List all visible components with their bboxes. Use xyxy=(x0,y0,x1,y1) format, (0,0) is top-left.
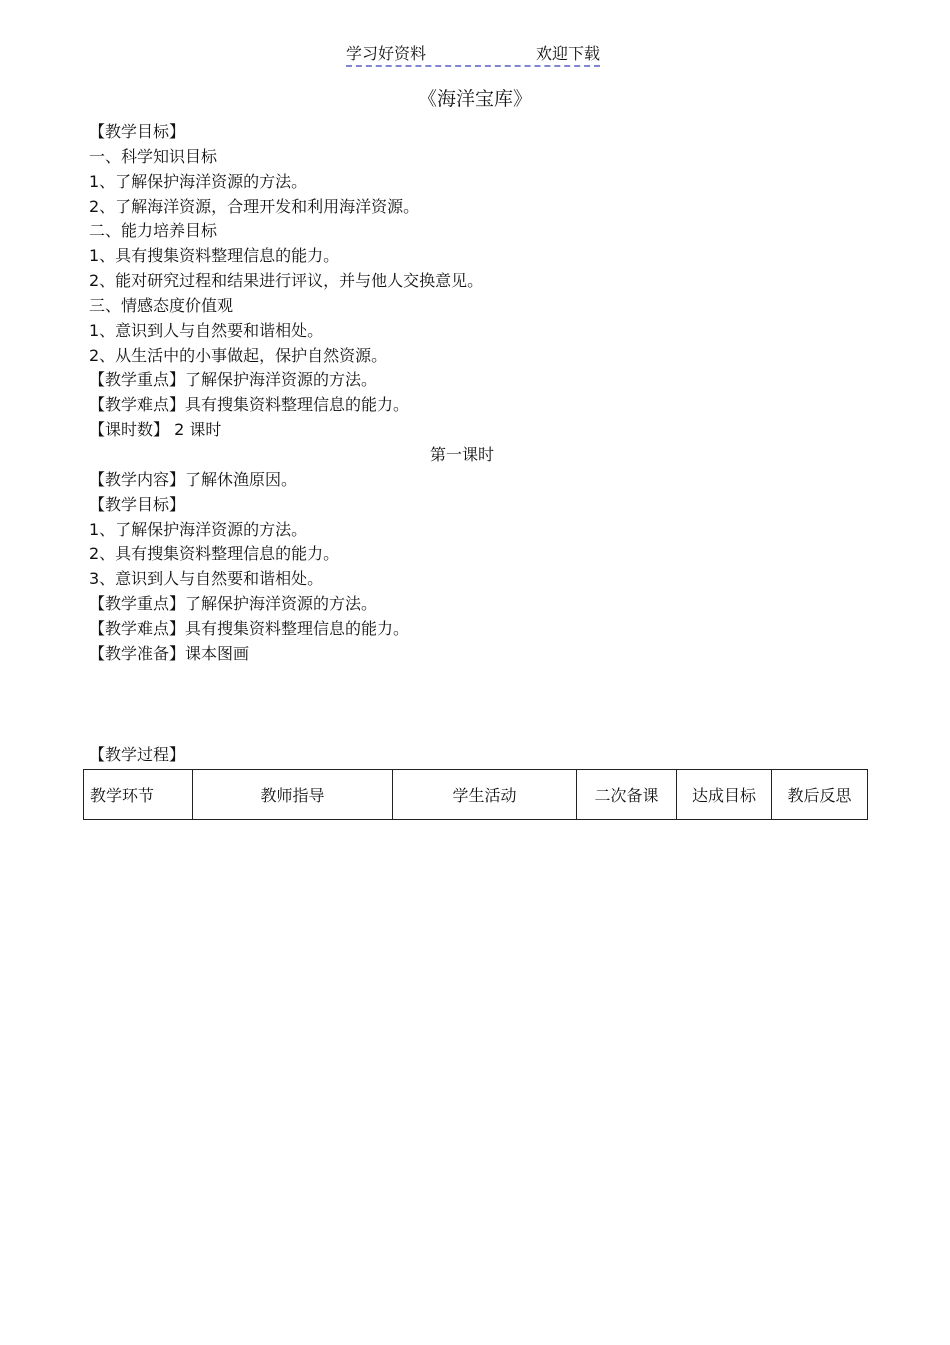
table-header-cell: 教后反思 xyxy=(772,770,868,820)
objective-item: 1、意识到人与自然要和谐相处。 xyxy=(89,320,324,340)
objective-item: 2、从生活中的小事做起，保护自然资源。 xyxy=(89,345,388,365)
lesson-heading: 第一课时 xyxy=(429,444,494,464)
lesson-plan-body xyxy=(89,120,869,667)
section-heading-objectives: 【教学目标】 xyxy=(89,494,186,514)
objective-item: 2、了解海洋资源，合理开发和利用海洋资源。 xyxy=(89,196,420,216)
header-left-text: 学习好资料 xyxy=(346,44,427,63)
subheading-attitude: 三、情感态度价值观 xyxy=(89,295,234,315)
table-header-cell: 教学环节 xyxy=(84,770,193,820)
lesson-count: 【课时数】 2 课时 xyxy=(89,420,222,440)
process-table xyxy=(83,769,868,820)
table-header-cell: 二次备课 xyxy=(577,770,677,820)
table-header-cell: 达成目标 xyxy=(677,770,772,820)
difficult-point: 【教学难点】具有搜集资料整理信息的能力。 xyxy=(89,618,410,638)
key-point: 【教学重点】了解保护海洋资源的方法。 xyxy=(89,594,378,614)
section-heading-objectives: 【教学目标】 xyxy=(89,122,186,141)
lesson-preparation: 【教学准备】课本图画 xyxy=(89,643,250,663)
objective-item: 2、能对研究过程和结果进行评议，并与他人交换意见。 xyxy=(89,271,484,291)
page-header xyxy=(346,41,600,67)
table-header-cell: 教师指导 xyxy=(193,770,393,820)
key-point: 【教学重点】了解保护海洋资源的方法。 xyxy=(89,370,378,390)
difficult-point: 【教学难点】具有搜集资料整理信息的能力。 xyxy=(89,395,410,415)
table-header-cell: 学生活动 xyxy=(393,770,577,820)
table-header-row xyxy=(84,770,868,820)
objective-item: 1、了解保护海洋资源的方法。 xyxy=(89,171,308,191)
document-title: 《海洋宝库》 xyxy=(417,88,532,110)
process-heading: 【教学过程】 xyxy=(89,745,186,764)
header-right-text: 欢迎下载 xyxy=(535,44,600,63)
objective-item: 2、具有搜集资料整理信息的能力。 xyxy=(89,544,340,564)
objective-item: 3、意识到人与自然要和谐相处。 xyxy=(89,569,324,589)
objective-item: 1、了解保护海洋资源的方法。 xyxy=(89,519,308,539)
subheading-ability: 二、能力培养目标 xyxy=(89,221,218,241)
subheading-knowledge: 一、科学知识目标 xyxy=(89,146,218,166)
lesson-content: 【教学内容】了解休渔原因。 xyxy=(89,469,298,489)
objective-item: 1、具有搜集资料整理信息的能力。 xyxy=(89,246,340,266)
